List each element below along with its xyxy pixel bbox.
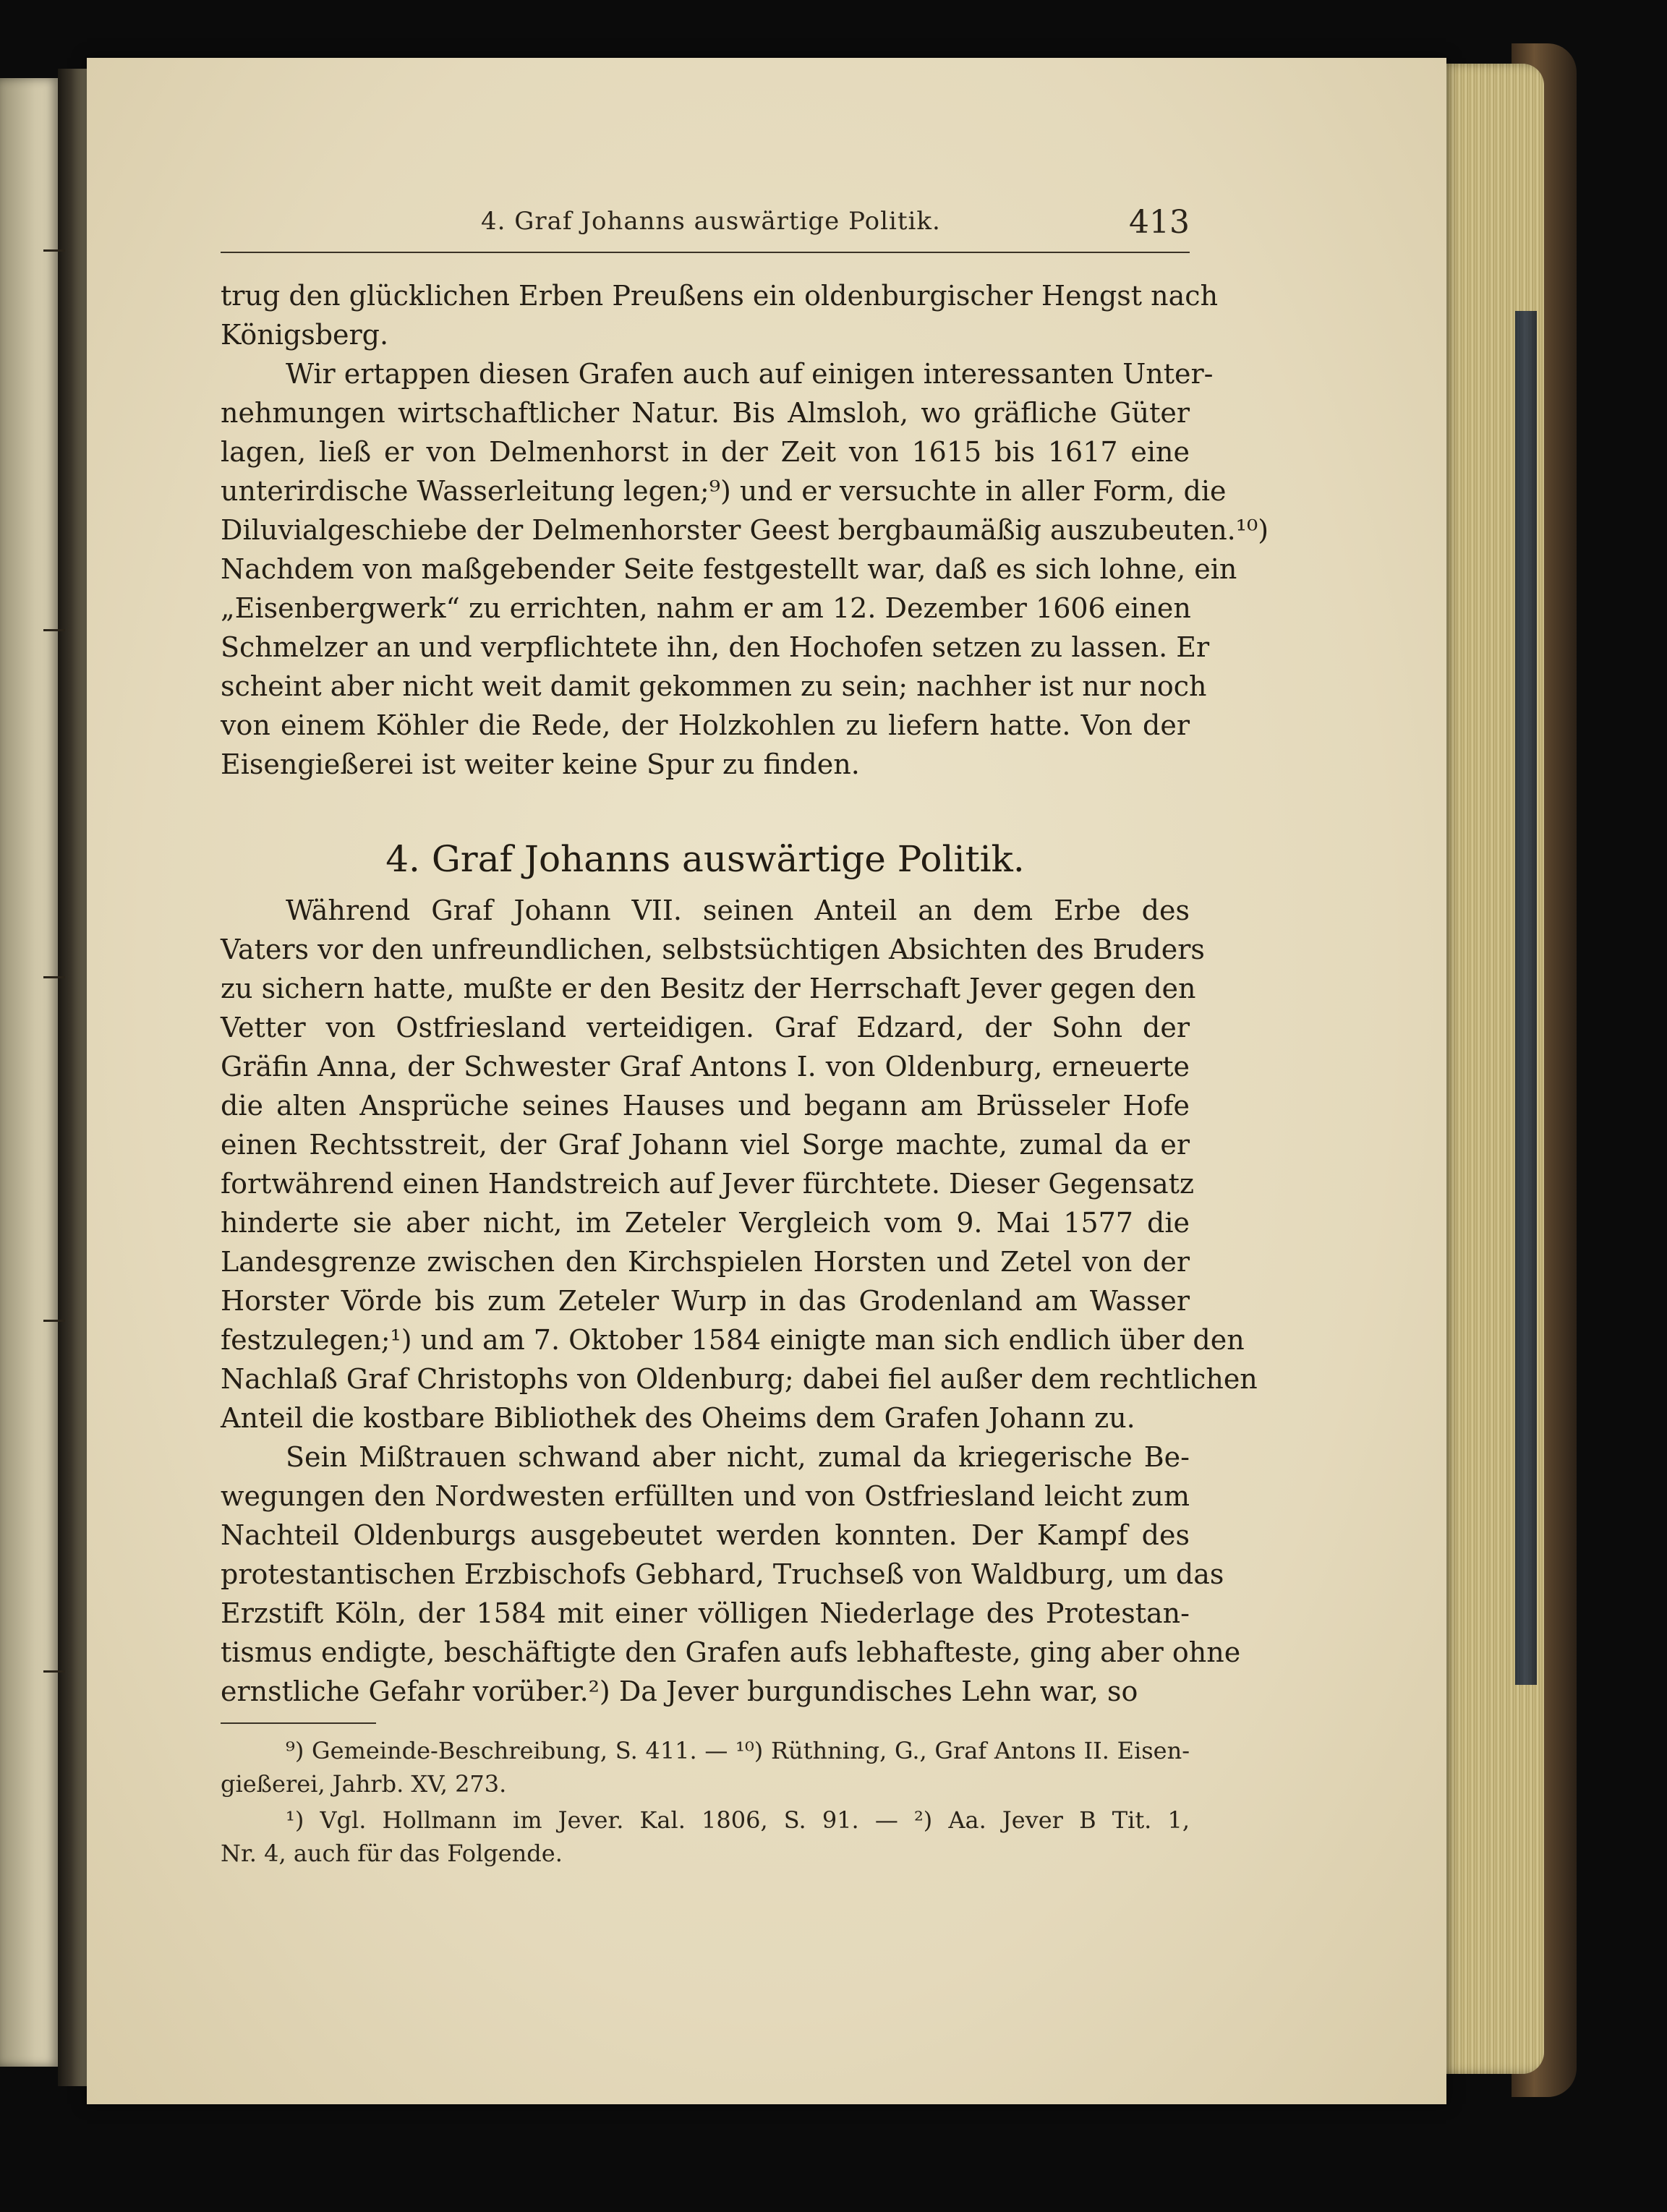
- text-line: fortwährend einen Handstreich auf Jever fürchtete. Dieser Gegensatz: [221, 1168, 1194, 1200]
- margin-mark: [43, 1320, 65, 1322]
- section-heading: 4. Graf Johanns auswärtige Politik.: [385, 838, 1025, 880]
- text-line: die alten Ansprüche seines Hauses und begann am Brüsseler Hofe: [221, 1090, 1190, 1122]
- text-line: Nachdem von maßgebender Seite festgestellt war, daß es sich lohne, ein: [221, 553, 1237, 585]
- margin-mark: [43, 629, 65, 631]
- text-line: von einem Köhler die Rede, der Holzkohlen zu liefern hatte. Von der: [221, 709, 1190, 741]
- text-line: Anteil die kostbare Bibliothek des Oheims dem Grafen Johann zu.: [221, 1402, 1135, 1434]
- text-line: Königsberg.: [221, 319, 389, 351]
- page-number: 413: [1129, 204, 1190, 241]
- text-line: ernstliche Gefahr vorüber.²) Da Jever burgundisches Lehn war, so: [221, 1675, 1138, 1707]
- text-line: Nachlaß Graf Christophs von Oldenburg; dabei fiel außer dem rechtlichen: [221, 1363, 1258, 1395]
- text-line: scheint aber nicht weit damit gekommen zu sein; nachher ist nur noch: [221, 670, 1207, 702]
- text-line: Nr. 4, auch für das Folgende.: [221, 1840, 563, 1867]
- running-title: 4. Graf Johanns auswärtige Politik.: [481, 207, 941, 236]
- text-line: Erzstift Köln, der 1584 mit einer völligen Niederlage des Protestan-: [221, 1597, 1190, 1629]
- text-line: Landesgrenze zwischen den Kirchspielen Horsten und Zetel von der: [221, 1246, 1190, 1278]
- paragraph-block-2: [221, 891, 1258, 1711]
- text-line: Während Graf Johann VII. seinen Anteil an dem Erbe des: [286, 894, 1190, 926]
- text-line: nehmungen wirtschaftlicher Natur. Bis Almsloh, wo gräfliche Güter: [221, 397, 1190, 429]
- text-line: gießerei, Jahrb. XV, 273.: [221, 1770, 507, 1798]
- footnotes-previous: [221, 1734, 1190, 1801]
- text-line: Sein Mißtrauen schwand aber nicht, zumal da kriegerische Be-: [286, 1441, 1190, 1473]
- text-line: Eisengießerei ist weiter keine Spur zu finden.: [221, 748, 860, 780]
- text-line: tismus endigte, beschäftigte den Grafen aufs lebhafteste, ging aber ohne: [221, 1636, 1241, 1668]
- text-line: einen Rechtsstreit, der Graf Johann viel Sorge machte, zumal da er: [221, 1129, 1190, 1161]
- footnotes-current: [221, 1803, 1190, 1870]
- margin-mark: [43, 1670, 65, 1673]
- text-line: protestantischen Erzbischofs Gebhard, Truchseß von Waldburg, um das: [221, 1558, 1224, 1590]
- cover-band: [1515, 311, 1537, 1685]
- text-line: ¹) Vgl. Hollmann im Jever. Kal. 1806, S. 91. — ²) Aa. Jever B Tit. 1,: [286, 1806, 1190, 1834]
- left-page-edge: [0, 78, 58, 2067]
- text-line: trug den glücklichen Erben Preußens ein oldenburgischer Hengst nach: [221, 280, 1219, 312]
- text-line: zu sichern hatte, mußte er den Besitz der Herrschaft Jever gegen den: [221, 973, 1196, 1004]
- text-line: Nachteil Oldenburgs ausgebeutet werden konnten. Der Kampf des: [221, 1519, 1190, 1551]
- text-line: Horster Vörde bis zum Zeteler Wurp in das Grodenland am Wasser: [221, 1285, 1190, 1317]
- text-line: lagen, ließ er von Delmenhorst in der Zeit von 1615 bis 1617 eine: [221, 436, 1190, 468]
- text-line: Wir ertappen diesen Grafen auch auf einigen interessanten Unter-: [286, 358, 1214, 390]
- text-line: Schmelzer an und verpflichtete ihn, den Hochofen setzen zu lassen. Er: [221, 631, 1210, 663]
- text-line: Gräfin Anna, der Schwester Graf Antons I. von Oldenburg, erneuerte: [221, 1051, 1190, 1082]
- running-header: [221, 204, 1190, 253]
- text-line: ⁹) Gemeinde-Beschreibung, S. 411. — ¹⁰) Rüthning, G., Graf Antons II. Eisen-: [286, 1737, 1190, 1764]
- text-line: hinderte sie aber nicht, im Zeteler Vergleich vom 9. Mai 1577 die: [221, 1207, 1190, 1239]
- margin-mark: [43, 976, 65, 978]
- text-line: „Eisenbergwerk“ zu errichten, nahm er am 12. Dezember 1606 einen: [221, 592, 1191, 624]
- paragraph-block-1: [221, 276, 1269, 784]
- text-line: Vaters vor den unfreundlichen, selbstsüchtigen Absichten des Bruders: [221, 934, 1205, 965]
- text-line: unterirdische Wasserleitung legen;⁹) und er versuchte in aller Form, die: [221, 475, 1227, 507]
- margin-mark: [43, 249, 65, 252]
- text-line: festzulegen;¹) und am 7. Oktober 1584 einigte man sich endlich über den: [221, 1324, 1245, 1356]
- text-line: Vetter von Ostfriesland verteidigen. Graf Edzard, der Sohn der: [221, 1012, 1190, 1043]
- text-line: wegungen den Nordwesten erfüllten und von Ostfriesland leicht zum: [221, 1480, 1190, 1512]
- text-line: Diluvialgeschiebe der Delmenhorster Geest bergbaumäßig auszubeuten.¹⁰): [221, 514, 1269, 546]
- footnote-rule: [221, 1722, 376, 1724]
